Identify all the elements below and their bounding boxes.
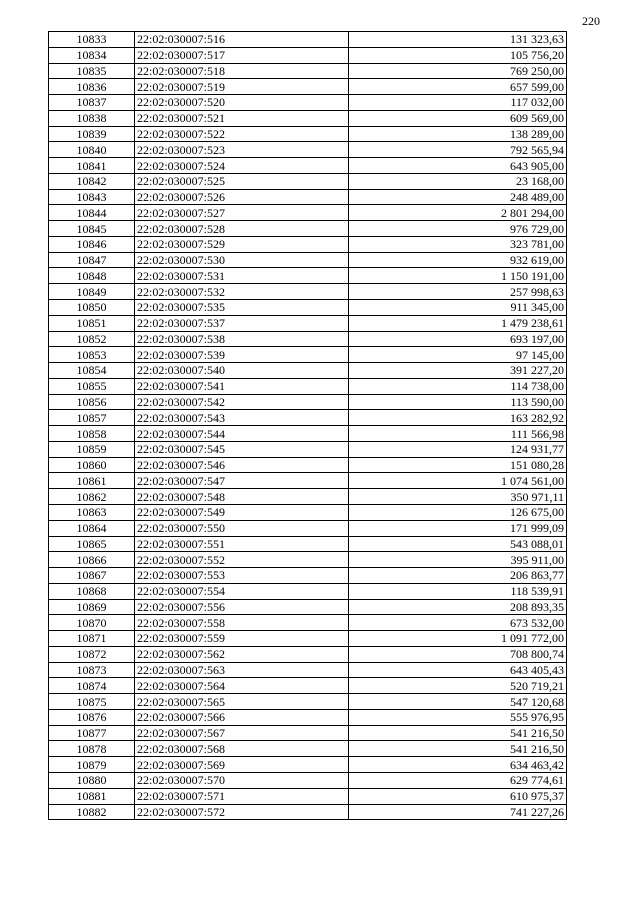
value-cell: 114 738,00: [349, 378, 567, 394]
table-row: [49, 694, 567, 710]
table-row: [49, 615, 567, 631]
row-number-cell: 10874: [49, 678, 135, 694]
cadastral-number-cell: 22:02:030007:543: [135, 410, 349, 426]
table-row: [49, 331, 567, 347]
table-row: [49, 95, 567, 111]
cadastral-number-cell: 22:02:030007:537: [135, 315, 349, 331]
table-row: [49, 173, 567, 189]
table-row: [49, 110, 567, 126]
row-number-cell: 10860: [49, 457, 135, 473]
cadastral-number-cell: 22:02:030007:544: [135, 426, 349, 442]
cadastral-number-cell: 22:02:030007:571: [135, 788, 349, 804]
table-row: [49, 631, 567, 647]
row-number-cell: 10838: [49, 110, 135, 126]
table-row: [49, 568, 567, 584]
row-number-cell: 10880: [49, 772, 135, 788]
table-row: [49, 536, 567, 552]
row-number-cell: 10870: [49, 615, 135, 631]
cadastral-number-cell: 22:02:030007:516: [135, 32, 349, 48]
value-cell: 634 463,42: [349, 757, 567, 773]
row-number-cell: 10868: [49, 583, 135, 599]
value-cell: 769 250,00: [349, 63, 567, 79]
value-cell: 151 080,28: [349, 457, 567, 473]
row-number-cell: 10862: [49, 489, 135, 505]
value-cell: 520 719,21: [349, 678, 567, 694]
cadastral-number-cell: 22:02:030007:552: [135, 552, 349, 568]
value-cell: 206 863,77: [349, 568, 567, 584]
value-cell: 163 282,92: [349, 410, 567, 426]
table-row: [49, 252, 567, 268]
value-cell: 543 088,01: [349, 536, 567, 552]
cadastral-number-cell: 22:02:030007:572: [135, 804, 349, 820]
cadastral-number-cell: 22:02:030007:517: [135, 47, 349, 63]
table-row: [49, 315, 567, 331]
row-number-cell: 10869: [49, 599, 135, 615]
value-cell: 629 774,61: [349, 772, 567, 788]
row-number-cell: 10835: [49, 63, 135, 79]
cadastral-number-cell: 22:02:030007:526: [135, 189, 349, 205]
table-row: [49, 489, 567, 505]
row-number-cell: 10845: [49, 221, 135, 237]
cadastral-number-cell: 22:02:030007:529: [135, 236, 349, 252]
table-row: [49, 32, 567, 48]
cadastral-number-cell: 22:02:030007:530: [135, 252, 349, 268]
table-row: [49, 378, 567, 394]
table-row: [49, 189, 567, 205]
row-number-cell: 10848: [49, 268, 135, 284]
cadastral-number-cell: 22:02:030007:540: [135, 363, 349, 379]
row-number-cell: 10877: [49, 725, 135, 741]
value-cell: 395 911,00: [349, 552, 567, 568]
value-cell: 1 091 772,00: [349, 631, 567, 647]
cadastral-number-cell: 22:02:030007:562: [135, 646, 349, 662]
row-number-cell: 10834: [49, 47, 135, 63]
value-cell: 118 539,91: [349, 583, 567, 599]
value-cell: 555 976,95: [349, 709, 567, 725]
table-row: [49, 126, 567, 142]
table-row: [49, 441, 567, 457]
cadastral-number-cell: 22:02:030007:563: [135, 662, 349, 678]
cadastral-number-cell: 22:02:030007:528: [135, 221, 349, 237]
row-number-cell: 10861: [49, 473, 135, 489]
table-row: [49, 788, 567, 804]
row-number-cell: 10878: [49, 741, 135, 757]
table-body: [49, 32, 567, 820]
table-row: [49, 520, 567, 536]
row-number-cell: 10836: [49, 79, 135, 95]
value-cell: 1 150 191,00: [349, 268, 567, 284]
table-row: [49, 678, 567, 694]
table-row: [49, 741, 567, 757]
row-number-cell: 10872: [49, 646, 135, 662]
value-cell: 23 168,00: [349, 173, 567, 189]
value-cell: 126 675,00: [349, 504, 567, 520]
cadastral-number-cell: 22:02:030007:550: [135, 520, 349, 536]
value-cell: 932 619,00: [349, 252, 567, 268]
row-number-cell: 10843: [49, 189, 135, 205]
row-number-cell: 10881: [49, 788, 135, 804]
row-number-cell: 10863: [49, 504, 135, 520]
table-row: [49, 394, 567, 410]
value-cell: 138 289,00: [349, 126, 567, 142]
cadastral-number-cell: 22:02:030007:541: [135, 378, 349, 394]
table-row: [49, 63, 567, 79]
table-row: [49, 772, 567, 788]
cadastral-number-cell: 22:02:030007:546: [135, 457, 349, 473]
value-cell: 541 216,50: [349, 741, 567, 757]
value-cell: 741 227,26: [349, 804, 567, 820]
row-number-cell: 10859: [49, 441, 135, 457]
row-number-cell: 10866: [49, 552, 135, 568]
table-row: [49, 725, 567, 741]
row-number-cell: 10849: [49, 284, 135, 300]
cadastral-number-cell: 22:02:030007:539: [135, 347, 349, 363]
cadastral-number-cell: 22:02:030007:566: [135, 709, 349, 725]
cadastral-number-cell: 22:02:030007:532: [135, 284, 349, 300]
cadastral-number-cell: 22:02:030007:569: [135, 757, 349, 773]
value-cell: 643 405,43: [349, 662, 567, 678]
value-cell: 111 566,98: [349, 426, 567, 442]
cadastral-number-cell: 22:02:030007:518: [135, 63, 349, 79]
cadastral-number-cell: 22:02:030007:521: [135, 110, 349, 126]
row-number-cell: 10871: [49, 631, 135, 647]
row-number-cell: 10852: [49, 331, 135, 347]
row-number-cell: 10850: [49, 300, 135, 316]
table-row: [49, 142, 567, 158]
value-cell: 792 565,94: [349, 142, 567, 158]
cadastral-number-cell: 22:02:030007:547: [135, 473, 349, 489]
table-row: [49, 221, 567, 237]
value-cell: 97 145,00: [349, 347, 567, 363]
row-number-cell: 10842: [49, 173, 135, 189]
row-number-cell: 10857: [49, 410, 135, 426]
table-row: [49, 583, 567, 599]
table-row: [49, 347, 567, 363]
table-row: [49, 47, 567, 63]
row-number-cell: 10837: [49, 95, 135, 111]
value-cell: 117 032,00: [349, 95, 567, 111]
value-cell: 323 781,00: [349, 236, 567, 252]
value-cell: 124 931,77: [349, 441, 567, 457]
row-number-cell: 10865: [49, 536, 135, 552]
cadastral-number-cell: 22:02:030007:554: [135, 583, 349, 599]
cadastral-number-cell: 22:02:030007:523: [135, 142, 349, 158]
table-row: [49, 662, 567, 678]
table-row: [49, 599, 567, 615]
value-cell: 350 971,11: [349, 489, 567, 505]
value-cell: 657 599,00: [349, 79, 567, 95]
table-row: [49, 426, 567, 442]
cadastral-number-cell: 22:02:030007:522: [135, 126, 349, 142]
row-number-cell: 10858: [49, 426, 135, 442]
row-number-cell: 10840: [49, 142, 135, 158]
table-row: [49, 284, 567, 300]
value-cell: 113 590,00: [349, 394, 567, 410]
table-row: [49, 236, 567, 252]
cadastral-number-cell: 22:02:030007:551: [135, 536, 349, 552]
cadastral-number-cell: 22:02:030007:525: [135, 173, 349, 189]
value-cell: 708 800,74: [349, 646, 567, 662]
row-number-cell: 10867: [49, 568, 135, 584]
cadastral-number-cell: 22:02:030007:520: [135, 95, 349, 111]
table-row: [49, 552, 567, 568]
cadastral-number-cell: 22:02:030007:531: [135, 268, 349, 284]
table-row: [49, 410, 567, 426]
cadastral-number-cell: 22:02:030007:548: [135, 489, 349, 505]
value-cell: 911 345,00: [349, 300, 567, 316]
table-row: [49, 363, 567, 379]
value-cell: 609 569,00: [349, 110, 567, 126]
cadastral-number-cell: 22:02:030007:558: [135, 615, 349, 631]
value-cell: 208 893,35: [349, 599, 567, 615]
cadastral-number-cell: 22:02:030007:568: [135, 741, 349, 757]
table-row: [49, 457, 567, 473]
table-row: [49, 205, 567, 221]
cadastral-value-table: [48, 31, 567, 820]
table-row: [49, 709, 567, 725]
value-cell: 2 801 294,00: [349, 205, 567, 221]
cadastral-number-cell: 22:02:030007:553: [135, 568, 349, 584]
cadastral-number-cell: 22:02:030007:564: [135, 678, 349, 694]
cadastral-number-cell: 22:02:030007:527: [135, 205, 349, 221]
cadastral-number-cell: 22:02:030007:565: [135, 694, 349, 710]
row-number-cell: 10879: [49, 757, 135, 773]
value-cell: 131 323,63: [349, 32, 567, 48]
value-cell: 643 905,00: [349, 158, 567, 174]
row-number-cell: 10839: [49, 126, 135, 142]
row-number-cell: 10853: [49, 347, 135, 363]
cadastral-number-cell: 22:02:030007:556: [135, 599, 349, 615]
value-cell: 257 998,63: [349, 284, 567, 300]
table-row: [49, 757, 567, 773]
value-cell: 1 074 561,00: [349, 473, 567, 489]
row-number-cell: 10856: [49, 394, 135, 410]
row-number-cell: 10847: [49, 252, 135, 268]
document-table-container: [48, 31, 567, 820]
cadastral-number-cell: 22:02:030007:542: [135, 394, 349, 410]
value-cell: 1 479 238,61: [349, 315, 567, 331]
cadastral-number-cell: 22:02:030007:519: [135, 79, 349, 95]
table-row: [49, 268, 567, 284]
value-cell: 541 216,50: [349, 725, 567, 741]
value-cell: 391 227,20: [349, 363, 567, 379]
cadastral-number-cell: 22:02:030007:535: [135, 300, 349, 316]
row-number-cell: 10864: [49, 520, 135, 536]
cadastral-number-cell: 22:02:030007:538: [135, 331, 349, 347]
row-number-cell: 10873: [49, 662, 135, 678]
table-row: [49, 158, 567, 174]
cadastral-number-cell: 22:02:030007:559: [135, 631, 349, 647]
value-cell: 976 729,00: [349, 221, 567, 237]
cadastral-number-cell: 22:02:030007:524: [135, 158, 349, 174]
cadastral-number-cell: 22:02:030007:567: [135, 725, 349, 741]
row-number-cell: 10833: [49, 32, 135, 48]
value-cell: 610 975,37: [349, 788, 567, 804]
value-cell: 693 197,00: [349, 331, 567, 347]
value-cell: 248 489,00: [349, 189, 567, 205]
value-cell: 673 532,00: [349, 615, 567, 631]
row-number-cell: 10875: [49, 694, 135, 710]
cadastral-number-cell: 22:02:030007:545: [135, 441, 349, 457]
row-number-cell: 10841: [49, 158, 135, 174]
page-number: 220: [582, 14, 600, 28]
value-cell: 105 756,20: [349, 47, 567, 63]
row-number-cell: 10851: [49, 315, 135, 331]
value-cell: 171 999,09: [349, 520, 567, 536]
table-row: [49, 646, 567, 662]
row-number-cell: 10882: [49, 804, 135, 820]
row-number-cell: 10846: [49, 236, 135, 252]
row-number-cell: 10855: [49, 378, 135, 394]
table-row: [49, 504, 567, 520]
table-row: [49, 804, 567, 820]
row-number-cell: 10844: [49, 205, 135, 221]
row-number-cell: 10854: [49, 363, 135, 379]
table-row: [49, 473, 567, 489]
cadastral-number-cell: 22:02:030007:549: [135, 504, 349, 520]
table-row: [49, 300, 567, 316]
table-row: [49, 79, 567, 95]
row-number-cell: 10876: [49, 709, 135, 725]
value-cell: 547 120,68: [349, 694, 567, 710]
cadastral-number-cell: 22:02:030007:570: [135, 772, 349, 788]
